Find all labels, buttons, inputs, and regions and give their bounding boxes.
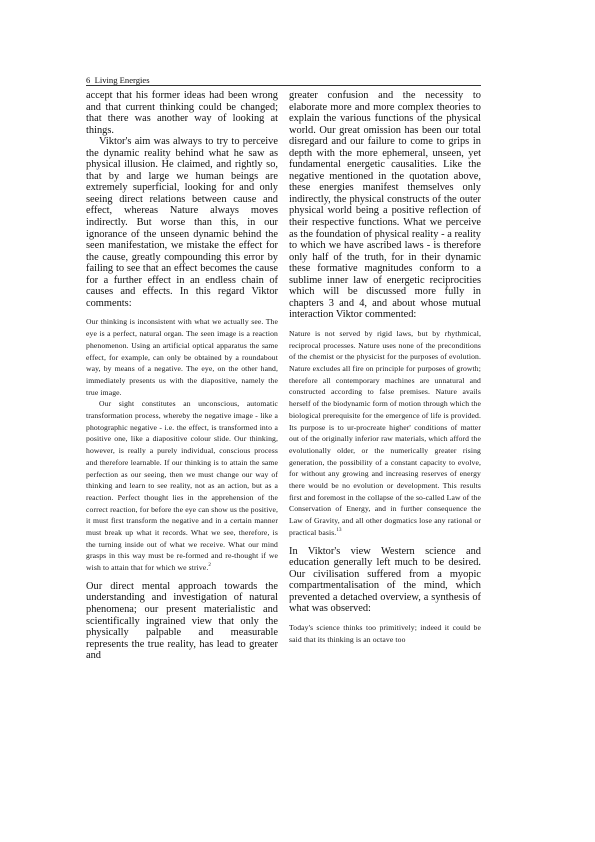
left-quote-2-text: Our sight constitutes an unconscious, automatic transformation process, whereby the negative image - like a photographic negative - i.e. the effect, is transformed into a positive one, like a diapositive colour slide. Our thinking, however, is really a purely individual, conscious process and therefore learnable. If our thinking is to attain the same perfection as our seeing, then we must change our way of thinking and learn to see reality, not as an action, but as a reaction. Perfect thought lies in the apprehension of the correct reaction, for before the eye can show us the positive, it must first transform the negative and in a certain manner must break up what it records. What we see, therefore, is the turning inside out of what we receive. What our mind grasps in this way must be re-formed and re-thought if we wish to attain that for which we strive.	[86, 399, 278, 573]
right-paragraph-1: greater confusion and the necessity to elaborate more and more complex theories to explain the various functions of the physical world. Our great omission has been our total disregard and our failure to come to grips in depth with the more ephemeral, unseen, yet fundamental energetic causalities. Like the negative mentioned in the quotation above, these energies manifest themselves only indirectly, the physical constructs of the outer physical world being a positive reflection of their respective functions. What we perceive as the foundation of physical reality - a reality to which we have ascribed laws - is therefore only half of the truth, for in their dynamic these formative magnitudes conform to a sublime inner law of energetic reciprocities which will be discussed more fully in chapters 3 and 4, and about whose mutual interaction Viktor commented:	[289, 90, 481, 321]
left-column	[86, 90, 278, 662]
right-quote-2: Today's science thinks too primitively; indeed it could be said that its thinking is an octave too	[289, 622, 481, 644]
left-quote-2	[86, 398, 278, 574]
page-number: 6	[86, 75, 91, 85]
left-paragraph-2: Viktor's aim was always to try to perceive the dynamic reality behind what he saw as physical illusion. He claimed, and rightly so, that by and large we human beings are extremely superficial, looking for and only seeing direct relations between cause and effect, whereas Nature always moves indirectly. But worse than this, in our ignorance of the unseen dynamic behind the seen manifestation, we mistake the effect for the cause, greatly compounding this error by failing to see that an effect becomes the cause for a further effect in an endless chain of causes and effects. In this regard Viktor comments:	[86, 136, 278, 309]
left-quote-1: Our thinking is inconsistent with what we actually see. The eye is a perfect, natural organ. The seen image is a reaction phenomenon. Using an artificial optical apparatus the same effect, for example, can only be obtained by a roundabout way, by means of a negative. The eye, on the other hand, immediately presents us with the diapositive, namely the true image.	[86, 317, 278, 397]
right-quote-1-text: Nature is not served by rigid laws, but by rhythmical, reciprocal processes. Nature uses none of the preconditions of the chemist or the physicist for the purposes of evolution. Nature excludes all fire on principle for purposes of growth; therefore all contemporary machines are unnatural and constructed according to false premises. Nature avails herself of the biodynamic form of motion through which the biological prerequisite for the emergence of life is provided. Its purpose is to ur-procreate higher' conditions of matter out of the originally inferior raw materials, which afford the evolutionally older, or the numerically greater rising generation, the possibility of a constant capacity to evolve, for without any growing and increasing reserves of energy there would be no evolution or development. This results first and foremost in the collapse of the so-called Law of the Conservation of Energy, and in further consequence the Law of Gravity, and all other dogmatics lose any rational or practical basis.	[289, 328, 481, 537]
footnote-ref-13: 13	[336, 527, 342, 533]
left-paragraph-1: accept that his former ideas had been wrong and that current thinking could be changed; that there was another way of looking at things.	[86, 90, 278, 136]
header-rule	[86, 85, 481, 86]
left-paragraph-3: Our direct mental approach towards the understanding and investigation of natural phenomena; our present materialistic and scientifically ingrained view that only the physically palpable and measurable represents the true reality, has lead to greater and	[86, 580, 278, 662]
running-title: Living Energies	[94, 75, 150, 85]
right-column	[289, 90, 481, 645]
right-quote-1	[289, 328, 481, 539]
right-paragraph-2: In Viktor's view Western science and education generally left much to be desired. Our civilisation suffered from a myopic compartmentalisation of the mind, which prevented a detached overview, a synthesis of what was observed:	[289, 545, 481, 615]
footnote-ref-2: 2	[208, 563, 211, 569]
